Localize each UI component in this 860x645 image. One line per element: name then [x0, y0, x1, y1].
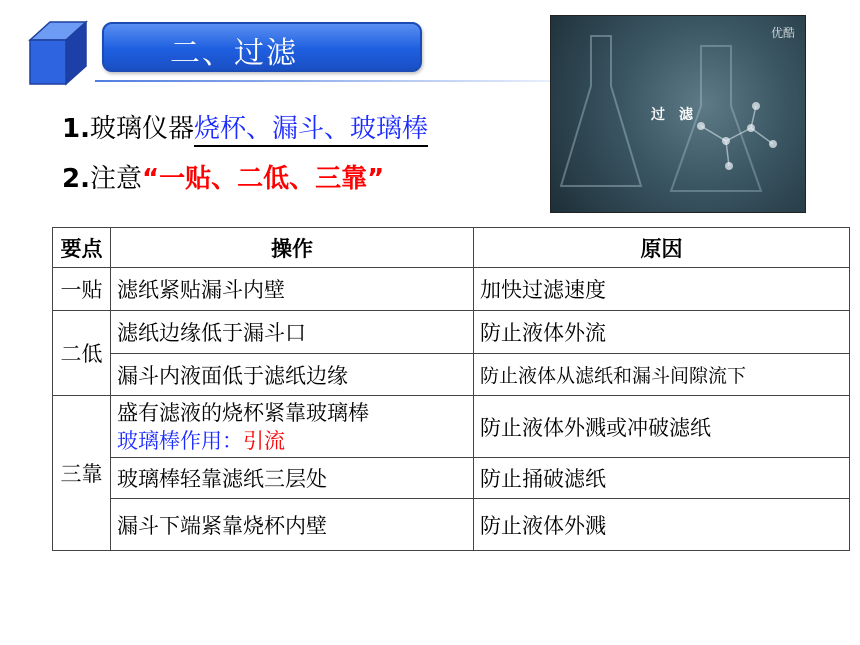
- group-label: 二低: [53, 311, 111, 396]
- operation-cell: 玻璃棒轻靠滤纸三层处: [111, 458, 474, 499]
- open-quote: “: [141, 164, 160, 194]
- video-caption: 过滤: [651, 107, 707, 123]
- reason-cell: 防止液体外流: [474, 311, 850, 354]
- note-value: 引流: [243, 428, 285, 453]
- reason-cell: 加快过滤速度: [474, 268, 850, 311]
- operation-cell: 滤纸边缘低于漏斗口: [111, 311, 474, 354]
- operation-text: 盛有滤液的烧杯紧靠玻璃棒: [117, 400, 369, 425]
- table-row: [53, 458, 850, 499]
- close-quote: ”: [367, 164, 385, 194]
- column-header: 原因: [474, 228, 850, 268]
- point-label: 注意: [89, 164, 142, 194]
- column-header: 要点: [53, 228, 111, 268]
- filtration-table: [52, 227, 850, 551]
- group-label: 三靠: [53, 396, 111, 551]
- operation-cell: 漏斗下端紧靠烧杯内壁: [111, 499, 474, 551]
- operation-note: [117, 427, 467, 455]
- table-header-row: [53, 228, 850, 268]
- table-row: [53, 354, 850, 396]
- table-row: [53, 268, 850, 311]
- point-number: 2.: [62, 164, 90, 194]
- note-label: 玻璃棒作用：: [117, 428, 243, 453]
- point-label: 玻璃仪器: [89, 114, 194, 144]
- operation-cell: 漏斗内液面低于滤纸边缘: [111, 354, 474, 396]
- reason-cell: 防止液体外溅: [474, 499, 850, 551]
- reason-cell: 防止捅破滤纸: [474, 458, 850, 499]
- table-row: [53, 499, 850, 551]
- cube-icon: [28, 18, 88, 88]
- group-label: 一贴: [53, 268, 111, 311]
- rules-highlight: 一贴、二低、三靠: [159, 164, 368, 194]
- reason-cell: 防止液体从滤纸和漏斗间隙流下: [474, 354, 850, 396]
- divider: [95, 80, 565, 82]
- operation-cell: 滤纸紧贴漏斗内壁: [111, 268, 474, 311]
- video-player[interactable]: [550, 15, 806, 213]
- page-title: 二、过滤: [170, 36, 298, 71]
- video-logo: 优酷: [770, 26, 795, 40]
- column-header: 操作: [111, 228, 474, 268]
- table-row: [53, 311, 850, 354]
- point-rules: [62, 158, 384, 195]
- operation-cell: [111, 396, 474, 458]
- apparatus-list: 烧杯、漏斗、玻璃棒: [194, 114, 428, 147]
- table-row: [53, 396, 850, 458]
- point-apparatus: [62, 108, 428, 145]
- reason-cell: 防止液体外溅或冲破滤纸: [474, 396, 850, 458]
- point-number: 1.: [62, 114, 90, 144]
